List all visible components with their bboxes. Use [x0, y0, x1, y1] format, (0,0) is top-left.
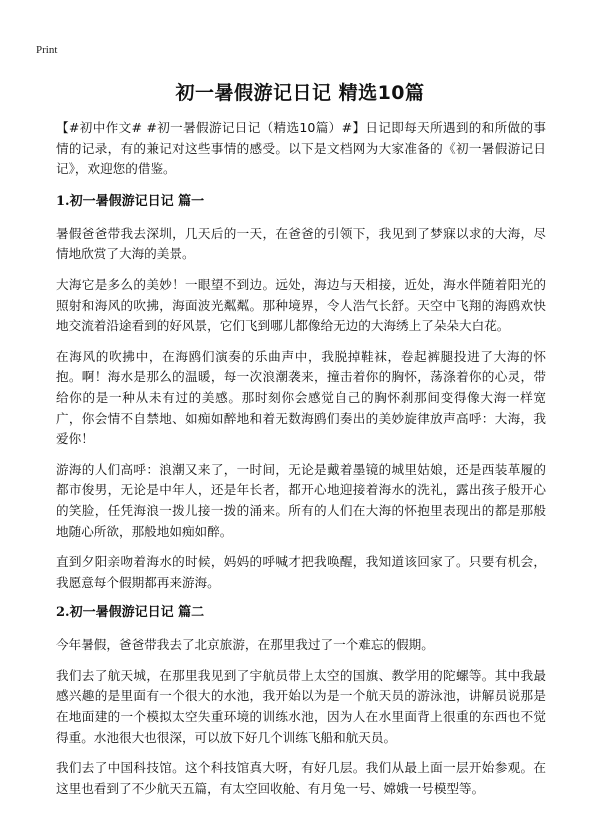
section-2-paragraph-3: 我们去了中国科技馆。这个科技馆真大呀，有好几层。我们从最上面一层开始参观。在这里也看到了不少航天五篇，有太空回收舱、有月兔一号、嫦娥一号模型等。 — [56, 760, 546, 796]
section-1-paragraph-4: 游海的人们高呼：浪潮又来了，一时间，无论是戴着墨镜的城里姑娘，还是西装革履的都市俊男，无论是中年人，还是年长者，都开心地迎接着海水的洗礼，露出孩子般开心的笑脸，任凭海浪一拨儿接一拨的涌来。所有的人们在大海的怀抱里表现出的都是那般地随心所欲，那般地如痴如醉。 — [56, 461, 546, 539]
intro-paragraph: 【#初中作文# #初一暑假游记日记（精选10篇）#】日记即每天所遇到的和所做的事情的记录，有的兼记对这些事情的感受。以下是文档网为大家准备的《初一暑假游记日记》，欢迎您的借鉴。 — [56, 120, 546, 177]
print-label: Print — [36, 44, 58, 56]
section-heading-1: 1.初一暑假游记日记 篇一 — [56, 193, 205, 209]
section-1-paragraph-2: 大海它是多么的美妙！一眼望不到边。远处，海边与天相接，近处，海水伴随着阳光的照射和海风的吹拂，海面波光粼粼。那种境界，令人浩气长舒。天空中飞翔的海鸥欢快地交流着沿途看到的好风景，它们飞到哪儿都像给无边的大海绣上了朵朵大白花。 — [56, 276, 546, 334]
section-2-paragraph-1: 今年暑假，爸爸带我去了北京旅游，在那里我过了一个难忘的假期。 — [56, 637, 434, 653]
document-body — [56, 118, 546, 809]
section-1-paragraph-5: 直到夕阳亲吻着海水的时候，妈妈的呼喊才把我唤醒，我知道该回家了。只要有机会，我愿意每个假期都再来游海。 — [56, 554, 546, 590]
section-heading-2: 2.初一暑假游记日记 篇二 — [56, 605, 205, 621]
section-2-paragraph-2: 我们去了航天城，在那里我见到了宇航员带上太空的国旗、教学用的陀螺等。其中我最感兴趣的是里面有一个很大的水池，我开始以为是一个航天员的游泳池，讲解员说那是在地面建的一个模拟太空失重环境的训练水池，因为人在水里面背上很重的东西也不觉得重。水池很大也很深，可以放下好几个训练飞船和航天员。 — [56, 667, 546, 745]
section-1-paragraph-3: 在海风的吹拂中，在海鸥们演奏的乐曲声中，我脱掉鞋袜，卷起裤腿投进了大海的怀抱。啊！海水是那么的温暖，每一次浪潮袭来，撞击着你的胸怀，荡涤着你的心灵，带给你的是一种从未有过的美感。那时刻你会感觉自己的胸怀刹那间变得像大海一样宽广，你会情不自禁地、如痴如醉地和着无数海鸥们奏出的美妙旋律放声高呼：大海，我爱你！ — [56, 348, 546, 447]
section-1-paragraph-1: 暑假爸爸带我去深圳，几天后的一天，在爸爸的引领下，我见到了梦寐以求的大海，尽情地欣赏了大海的美景。 — [56, 225, 546, 262]
document-title: 初一暑假游记日记 精选10篇 — [175, 82, 425, 104]
